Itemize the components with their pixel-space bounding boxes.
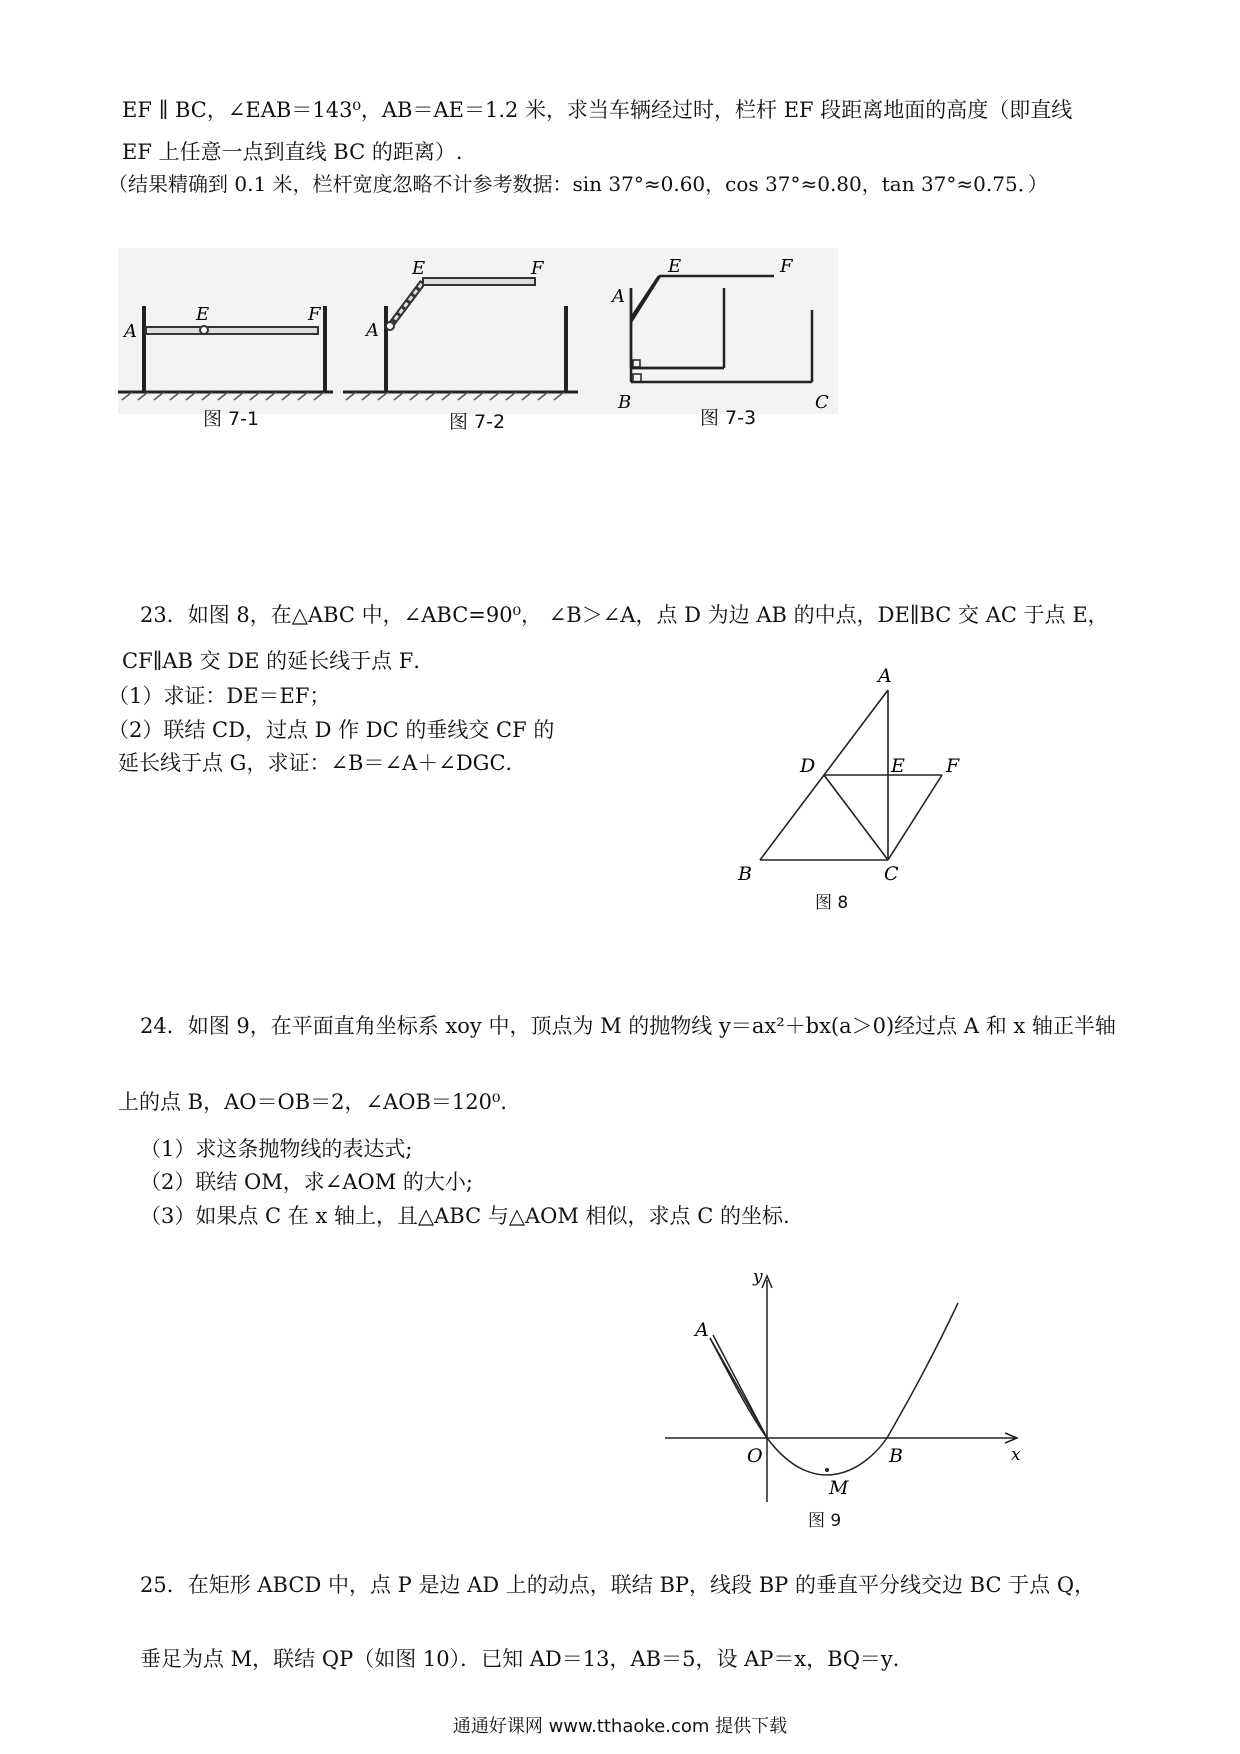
fig9-label-o: O xyxy=(747,1445,763,1467)
fig8-label-d: D xyxy=(800,755,816,777)
fig1-label-a: A xyxy=(124,321,137,342)
fig3-label-a: A xyxy=(612,286,625,307)
fig7-1-caption: 图 7-1 xyxy=(203,408,260,430)
fig2-label-f: F xyxy=(531,258,544,279)
fig7-3-caption: 图 7-3 xyxy=(700,407,757,429)
fig2-label-e: E xyxy=(412,258,426,279)
q24-line-1: 24．如图 9，在平面直角坐标系 xoy 中，顶点为 M 的抛物线 y＝ax²＋bx(a＞0)经过点 A 和 x 轴正半轴 xyxy=(140,1014,1116,1038)
fig3-label-c: C xyxy=(815,392,829,413)
fig9-label-y: y xyxy=(753,1267,763,1287)
fig9-label-m: M xyxy=(829,1477,849,1499)
q23-part-2a: （2）联结 CD，过点 D 作 DC 的垂线交 CF 的 xyxy=(108,718,555,742)
fig8-label-b: B xyxy=(738,863,752,885)
q25-line-1: 25．在矩形 ABCD 中，点 P 是边 AD 上的动点，联结 BP，线段 BP 的垂直平分线交边 BC 于点 Q， xyxy=(140,1573,1096,1597)
fig1-label-e: E xyxy=(196,304,210,325)
q23-part-1: （1）求证：DE＝EF； xyxy=(108,684,331,708)
fig8-label-e: E xyxy=(891,755,905,777)
q24-line-2: 上的点 B，AO＝OB＝2，∠AOB＝120⁰． xyxy=(118,1090,522,1114)
fig8-label-f: F xyxy=(946,755,960,777)
fig2-label-a: A xyxy=(366,320,379,341)
q24-part-1: （1）求这条抛物线的表达式; xyxy=(140,1137,413,1161)
fig3-label-f: F xyxy=(780,256,793,277)
figure-9 xyxy=(655,1267,1035,1530)
fig9-label-x: x xyxy=(1011,1445,1021,1465)
q24-part-2: （2）联结 OM，求∠AOM 的大小; xyxy=(140,1170,473,1194)
fig7-2-caption: 图 7-2 xyxy=(449,411,506,433)
figure-7-3-ext xyxy=(620,280,840,420)
figure-8 xyxy=(730,660,980,920)
q24-part-3: （3）如果点 C 在 x 轴上，且△ABC 与△AOM 相似，求点 C 的坐标. xyxy=(140,1204,790,1228)
q25-line-2: 垂足为点 M，联结 QP（如图 10）．已知 AD＝13，AB＝5，设 AP＝x，BQ＝y． xyxy=(140,1647,914,1671)
fig9-caption: 图 9 xyxy=(808,1511,842,1531)
fig1-label-f: F xyxy=(308,304,321,325)
fig8-label-a: A xyxy=(878,665,892,687)
q23-line-1: 23．如图 8，在△ABC 中，∠ABC=90⁰， ∠B＞∠A，点 D 为边 AB 的中点，DE∥BC 交 AC 于点 E， xyxy=(140,603,1109,627)
q23-part-2b: 延长线于点 G，求证：∠B＝∠A＋∠DGC． xyxy=(118,751,527,775)
fig3-label-b: B xyxy=(618,392,632,413)
fig9-label-b: B xyxy=(889,1445,903,1467)
q22-line-3: （结果精确到 0.1 米，栏杆宽度忽略不计参考数据：sin 37°≈0.60，cos 37°≈0.80，tan 37°≈0.75．） xyxy=(108,172,1048,196)
fig3-label-e: E xyxy=(668,256,682,277)
q23-line-2: CF∥AB 交 DE 的延长线于点 F． xyxy=(122,649,435,673)
q22-line-2: EF 上任意一点到直线 BC 的距离）. xyxy=(122,140,463,164)
fig9-label-a: A xyxy=(695,1319,709,1341)
q22-line-1: EF ∥ BC，∠EAB＝143⁰，AB＝AE＝1.2 米，求当车辆经过时，栏杆 EF 段距离地面的高度（即直线 xyxy=(122,98,1073,122)
page-footer: 通通好课网 www.tthaoke.com 提供下载 xyxy=(452,1716,788,1737)
fig8-caption: 图 8 xyxy=(815,893,849,913)
fig8-label-c: C xyxy=(884,863,899,885)
